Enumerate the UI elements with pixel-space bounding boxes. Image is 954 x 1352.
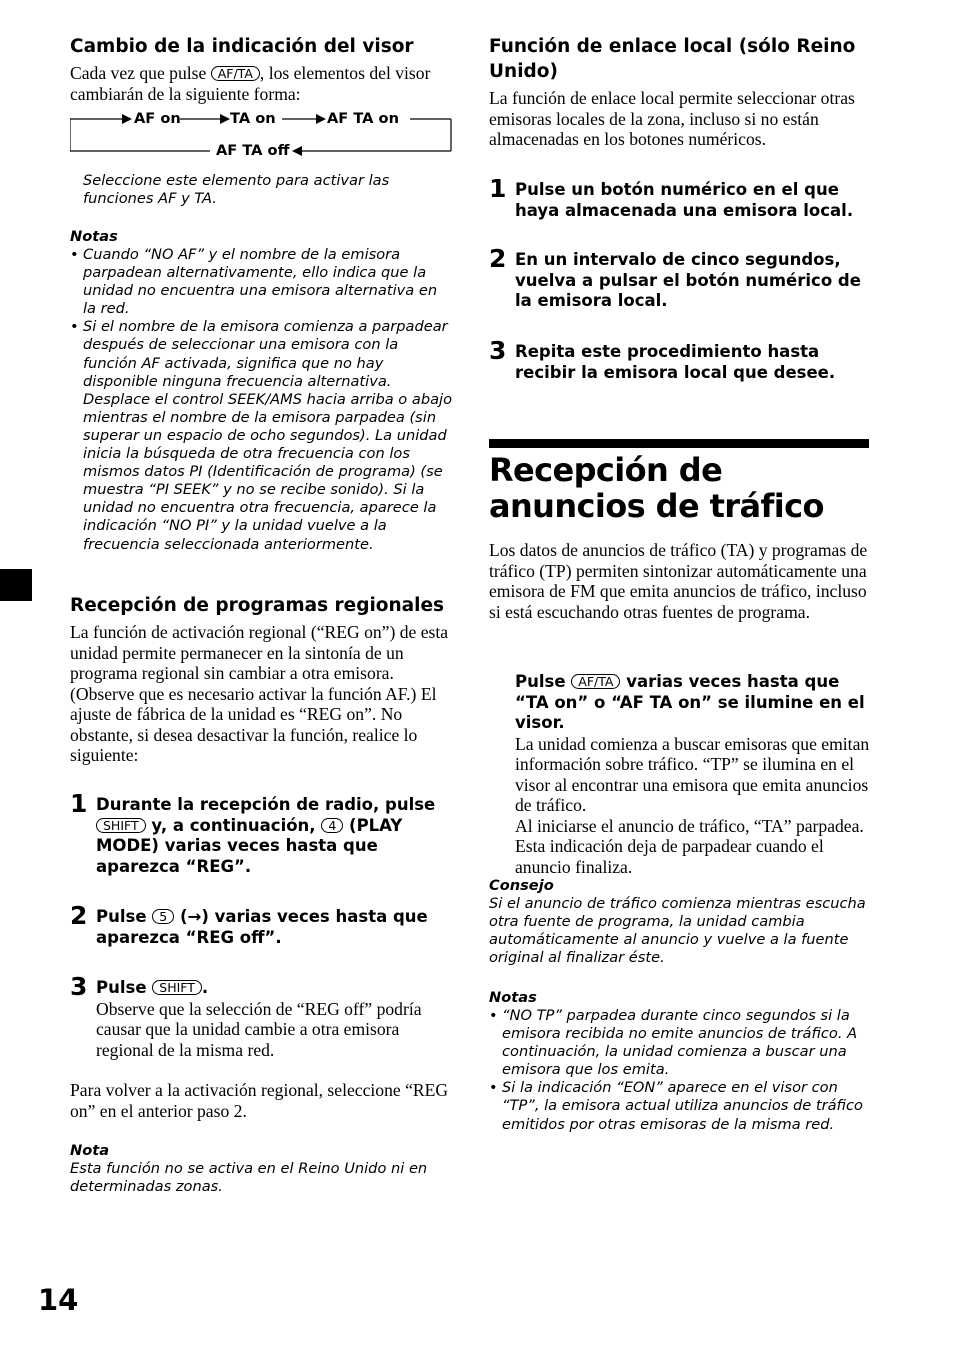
local-step-1: 1 Pulse un botón numérico en el que haya almacenada una emisora local. (489, 174, 854, 220)
step-number: 3 (489, 336, 507, 365)
note-item: • “NO TP” parpadea durante cinco segundos si la emisora recibida no emite anuncios de tráfico. A continuación, la unidad comienza a buscar una emisora que los emita. (489, 1007, 871, 1079)
step-3-body: Observe que la selección de “REG off” podría causar que la unidad cambie a otra emisora regional de la misma red. (96, 998, 422, 1060)
step-number: 3 (70, 972, 88, 1001)
af-ta-key: AF/TA (211, 66, 260, 81)
af-ta-on-label: AF TA on (327, 110, 399, 127)
traffic-para: Los datos de anuncios de tráfico (TA) y programas de tráfico (TP) permiten sintonizar automáticamente una emisora de FM que emita anuncios de tráfico, incluso si está escuchando otras fuentes de programa. (489, 540, 868, 622)
notes-title: Notas (70, 228, 118, 245)
arrow-right-icon: → (187, 907, 202, 926)
section-tab-marker (0, 569, 32, 601)
heading-rule (489, 439, 869, 448)
regional-step-1: 1 Durante la recepción de radio, pulse SHIFT y, a continuación, 4 (PLAY MODE) varias veces hasta que aparezca “REG”. (70, 789, 436, 876)
tip-title: Consejo (489, 877, 554, 894)
page-number: 14 (38, 1283, 79, 1317)
step-number: 1 (489, 174, 507, 203)
tip-text: Si el anuncio de tráfico comienza mientras escucha otra fuente de programa, la unidad cambia automáticamente al anuncio y vuelve a la fuente original al finalizar éste. (489, 895, 866, 967)
local-link-para: La función de enlace local permite seleccionar otras emisoras locales de la zona, incluso si no están almacenadas en los botones numéricos. (489, 88, 855, 149)
notes-list (70, 246, 452, 554)
local-step-2: 2 En un intervalo de cinco segundos, vuelva a pulsar el botón numérico de la emisora local. (489, 244, 861, 310)
nota-title: Nota (70, 1142, 110, 1159)
af-ta-key: AF/TA (571, 674, 620, 689)
section-heading-traffic: Recepción de anuncios de tráfico (489, 451, 824, 525)
step-number: 2 (70, 901, 88, 930)
af-on-label: AF on (134, 110, 181, 127)
note-item: • Si el nombre de la emisora comienza a parpadear después de seleccionar una emisora con la función AF activada, significa que no hay disponible ninguna frecuencia alternativa. Desplace el control SEEK/AMS hacia arriba o abajo mientras el nombre de la emisora parpadea (sin superar un espacio de ocho segundos). La unidad inicia la búsqueda de otra frecuencia con los mismos datos PI (Identificación de programa) (se muestra “PI SEEK” y no se recibe sonido). Si la unidad no encuentra otra frecuencia, aparece la indicación “NO PI” y la unidad vuelve a la frecuencia seleccionada anteriormente. (70, 318, 452, 553)
diagram-caption: Seleccione este elemento para activar las funciones AF y TA. (83, 172, 390, 208)
shift-key: SHIFT (96, 818, 146, 833)
ta-on-label: TA on (230, 110, 276, 127)
note-item: • Cuando “NO AF” y el nombre de la emisora parpadean alternativamente, ello indica que la unidad no encuentra una emisora alternativa en la red. (70, 246, 452, 318)
visor-intro: Cada vez que pulse AF/TA , los elementos del visor cambiarán de la siguiente forma: (70, 63, 431, 104)
regional-para: La función de activación regional (“REG on”) de esta unidad permite permanecer en la sintonía de un programa regional sin cambiar a otra emisora. (Observe que es necesario activar la función AF.) El ajuste de fábrica de la unidad es “REG on”. No obstante, si desea desactivar la función, realice lo siguiente: (70, 622, 449, 765)
note-item: • Si la indicación “EON” aparece en el visor con “TP”, la emisora actual utiliza anuncios de tráfico emitidos por otras emisoras de la misma red. (489, 1079, 871, 1133)
traffic-notes-list (489, 1007, 871, 1134)
section-title-local-link: Función de enlace local (sólo Reino Unido) (489, 36, 856, 82)
section-title-regional: Recepción de programas regionales (70, 595, 445, 616)
step-number: 1 (70, 789, 88, 818)
af-ta-off-label: AF TA off (216, 142, 290, 159)
regional-step-2: 2 Pulse 5 (→) varias veces hasta que aparezca “REG off”. (70, 901, 428, 947)
regional-after: Para volver a la activación regional, seleccione “REG on” en el anterior paso 2. (70, 1080, 449, 1121)
key-4: 4 (321, 818, 343, 833)
local-step-3: 3 Repita este procedimiento hasta recibir la emisora local que desee. (489, 336, 836, 382)
nota-text: Esta función no se activa en el Reino Unido ni en determinadas zonas. (70, 1160, 428, 1196)
key-5: 5 (152, 909, 174, 924)
traffic-instruction: Pulse AF/TA varias veces hasta que “TA on” o “AF TA on” se ilumine en el visor. La unidad comienza a buscar emisoras que emitan información sobre tráfico. “TP” se ilumina en el visor al encontrar una emisora que emita anuncios de tráfico. Al iniciarse el anuncio de tráfico, “TA” parpadea. Esta indicación deja de parpadear cuando el anuncio finaliza. (515, 672, 873, 877)
step-number: 2 (489, 244, 507, 273)
shift-key: SHIFT (152, 980, 202, 995)
instruction-body-2: Al iniciarse el anuncio de tráfico, “TA” parpadea. Esta indicación deja de parpadear cuando el anuncio finaliza. (515, 815, 864, 877)
regional-step-3: 3 Pulse SHIFT . Observe que la selección de “REG off” podría causar que la unidad cambie a otra emisora regional de la misma red. (70, 978, 452, 1060)
display-cycle-diagram (70, 108, 452, 163)
instruction-body-1: La unidad comienza a buscar emisoras que emitan información sobre tráfico. “TP” se ilumina en el visor al encontrar una emisora que emita anuncios de tráfico. (515, 733, 870, 815)
section-title-visor: Cambio de la indicación del visor (70, 36, 414, 57)
notes-title: Notas (489, 989, 537, 1006)
